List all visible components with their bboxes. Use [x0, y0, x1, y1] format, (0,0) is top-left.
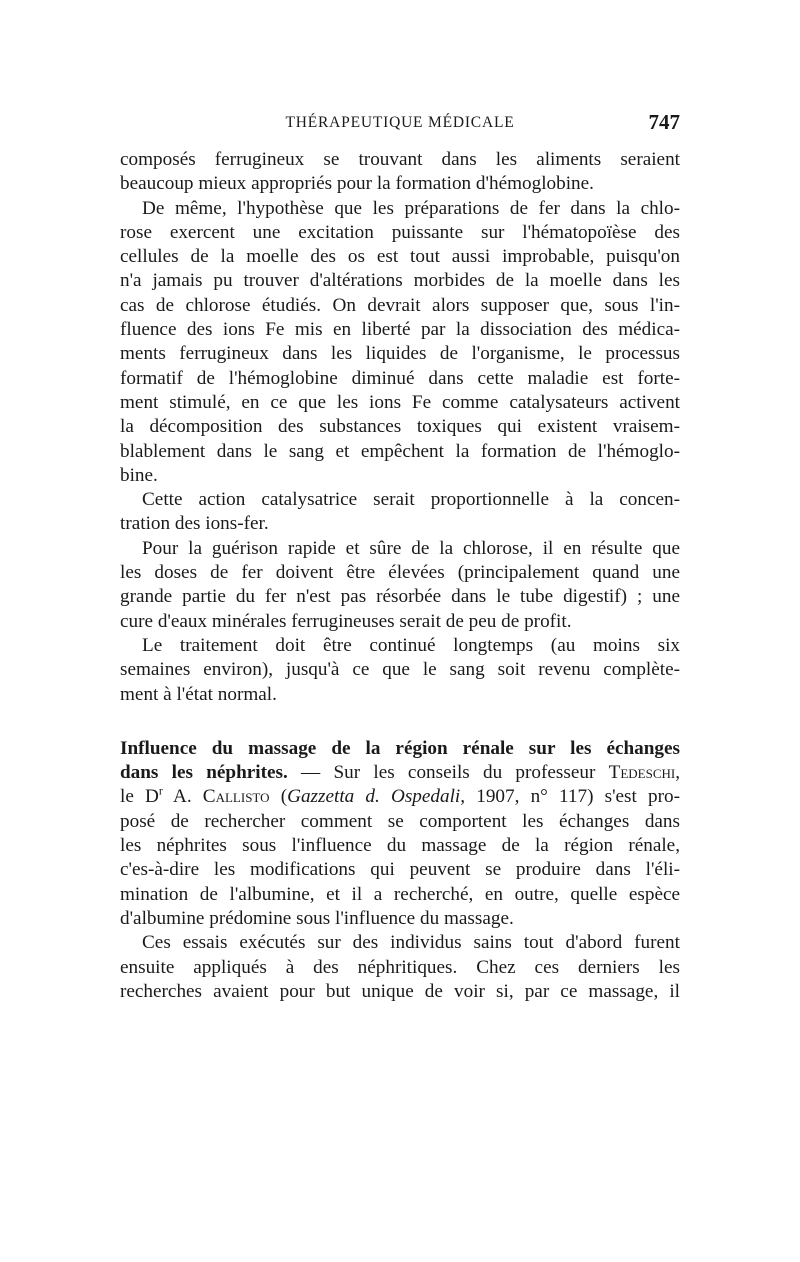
text-line: composés ferrugineux se trouvant dans les aliments seraient — [120, 149, 680, 170]
text-line: Ces essais exécutés sur des individus sains tout d'abord furent — [142, 932, 680, 954]
text-fragment: ( — [269, 786, 288, 808]
text-line: formatif de l'hémoglobine diminué dans cette maladie est forte- — [120, 367, 680, 389]
section-paragraph — [120, 737, 680, 931]
section-heading-continued: dans les néphrites. — [120, 762, 288, 784]
paragraph — [120, 537, 680, 634]
text-fragment: 1907, n° 117) s'est pro- — [465, 786, 680, 808]
paragraph — [120, 197, 680, 489]
text-line: recherches avaient pour but unique de voir si, par ce massage, il — [120, 980, 680, 1002]
text-line: Le traitement doit être continué longtemps (au moins six — [142, 634, 680, 656]
text-line: cure d'eaux minérales ferrugineuses serait de peu de profit. — [120, 610, 572, 632]
text-line: ments ferrugineux dans les liquides de l'organisme, le processus — [120, 343, 680, 365]
text-line: tration des ions-fer. — [120, 513, 269, 535]
text-line: Cette action catalysatrice serait proportionnelle à la concen- — [142, 489, 680, 511]
running-title: THÉRAPEUTIQUE MÉDICALE — [285, 114, 515, 131]
section-heading: Influence du massage de la région rénale sur les échanges — [120, 737, 680, 759]
text-fragment: le D — [120, 786, 159, 808]
text-line: De même, l'hypothèse que les préparations de fer dans la chlo- — [142, 197, 680, 219]
text-line: d'albumine prédomine sous l'influence du massage. — [120, 907, 514, 929]
text-line: les néphrites sous l'influence du massage de la région rénale, — [120, 835, 680, 857]
superscript: r — [158, 784, 163, 799]
paragraph — [120, 488, 680, 537]
text-line: c'es-à-dire les modifications qui peuvent se produire dans l'éli- — [120, 859, 680, 881]
text-line — [120, 785, 680, 809]
text-line: ment stimulé, en ce que les ions Fe comme catalysateurs activent — [120, 391, 680, 413]
running-header — [120, 110, 680, 138]
text-line: les doses de fer doivent être élevées (principalement quand une — [120, 562, 680, 584]
author-name: Tedeschi, — [608, 762, 680, 784]
text-line: beaucoup mieux appropriés pour la formation d'hémoglobine. — [120, 173, 594, 195]
text-line: n'a jamais pu trouver d'altérations morbides de la moelle dans les — [120, 270, 680, 292]
text-line: ment à l'état normal. — [120, 683, 277, 705]
text-line: ensuite appliqués à des néphritiques. Chez ces derniers les — [120, 956, 680, 978]
text-line: semaines environ), jusqu'à ce que le sang soit revenu complète- — [120, 659, 680, 681]
paragraph — [120, 931, 680, 1004]
paragraph — [120, 634, 680, 707]
text-line: la décomposition des substances toxiques qui existent vraisem- — [120, 416, 680, 438]
text-fragment: — Sur les conseils du professeur — [287, 762, 609, 784]
author-name: A. Callisto — [162, 786, 270, 808]
text-line: posé de rechercher comment se comportent les échanges dans — [120, 810, 680, 832]
text-line: cellules de la moelle des os est tout aussi improbable, puisqu'on — [120, 246, 680, 268]
body-text — [120, 148, 680, 1004]
text-line: Pour la guérison rapide et sûre de la chlorose, il en résulte que — [142, 537, 680, 559]
text-line: bine. — [120, 464, 158, 486]
text-line: cas de chlorose étudiés. On devrait alors supposer que, sous l'in- — [120, 294, 680, 316]
paragraph — [120, 148, 680, 197]
text-line: fluence des ions Fe mis en liberté par la dissociation des médica- — [120, 319, 680, 341]
page-number: 747 — [648, 110, 680, 134]
text-line — [120, 761, 680, 785]
text-line: rose exercent une excitation puissante sur l'hématopoïèse des — [120, 221, 680, 243]
text-line: grande partie du fer n'est pas résorbée dans le tube digestif) ; une — [120, 586, 680, 608]
section-gap — [120, 707, 680, 737]
text-line: blablement dans le sang et empêchent la formation de l'hémoglo- — [120, 440, 680, 462]
journal-title: Gazzetta d. Ospedali, — [287, 786, 466, 808]
text-line: mination de l'albumine, et il a recherché, en outre, quelle espèce — [120, 883, 680, 905]
